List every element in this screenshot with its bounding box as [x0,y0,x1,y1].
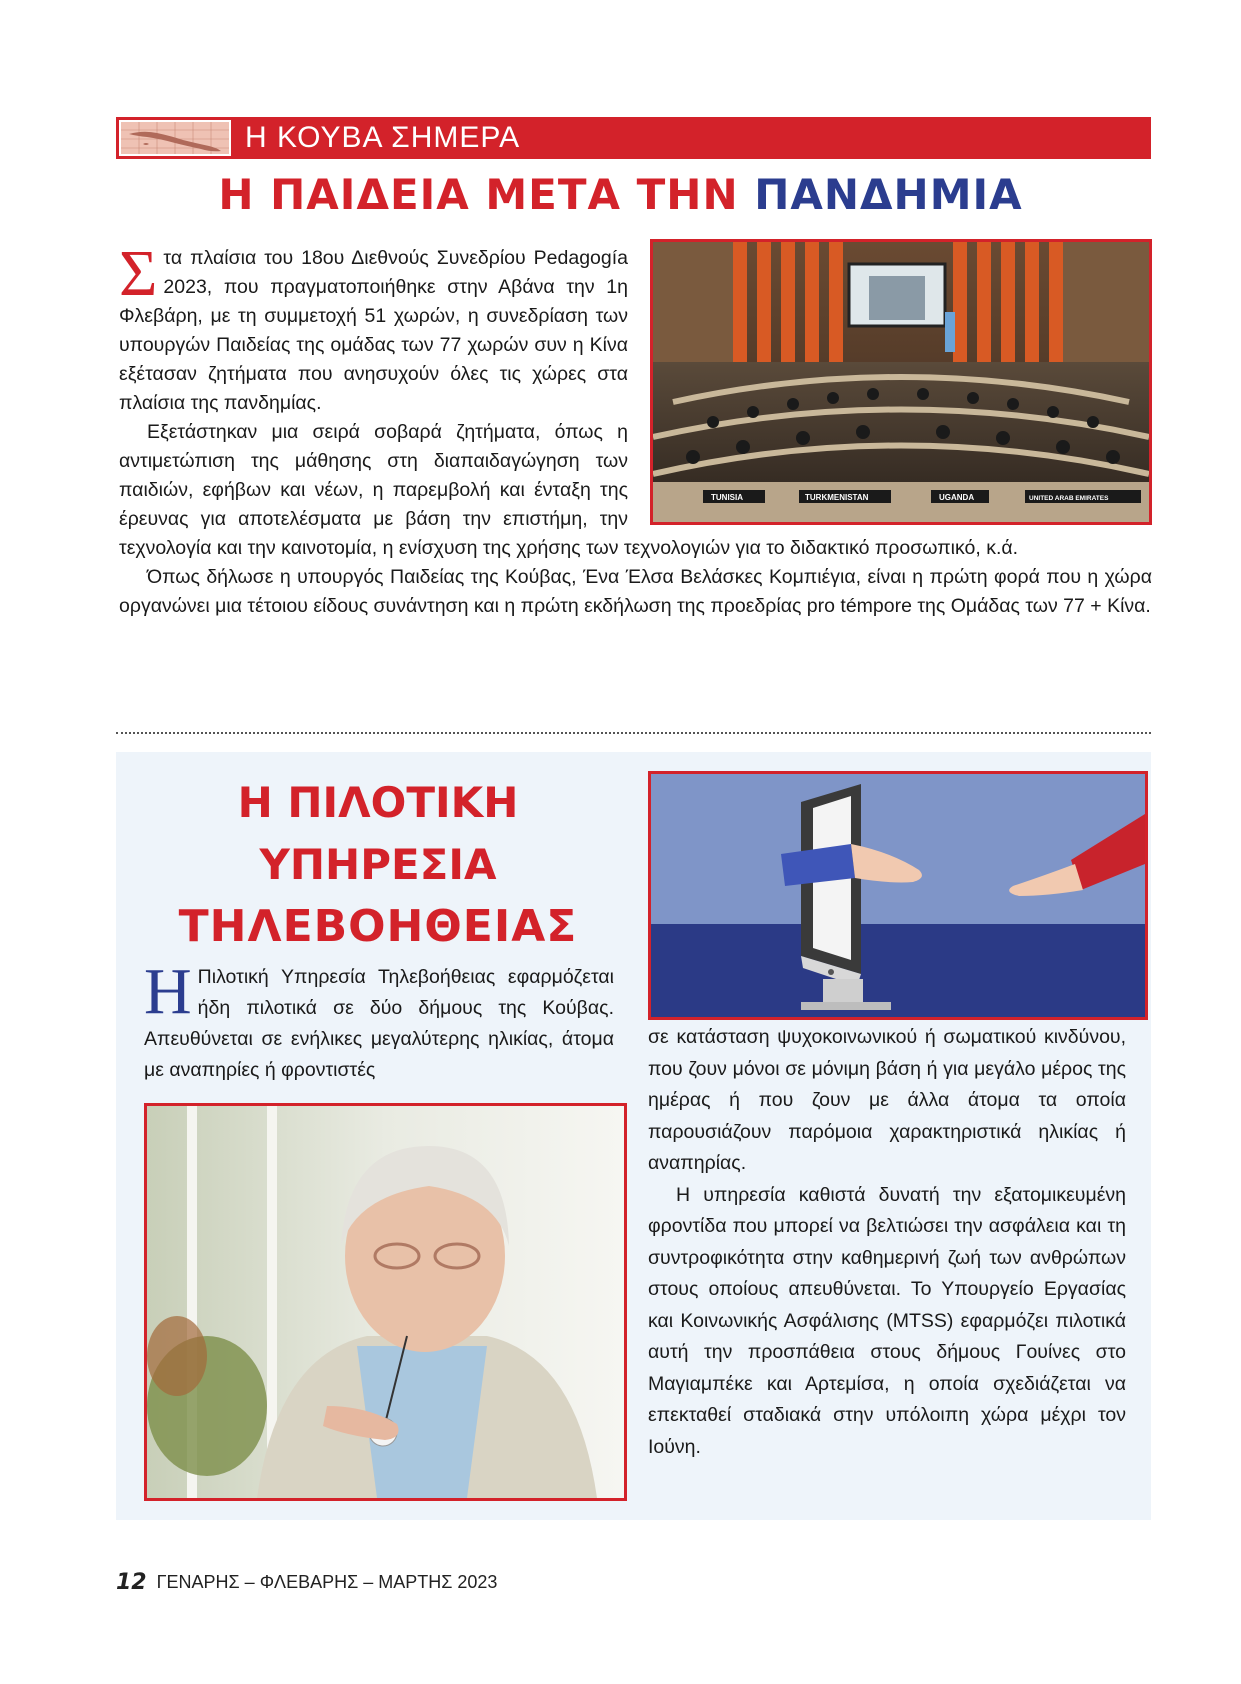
article2-para2: Η υπηρεσία καθιστά δυνατή την εξατομικευμένη φροντίδα που μπορεί να βελτιώσει την ασφάλεια και τη συντροφικότητα στην καθημερινή ζωή των ανθρώπων στους οποίους απευθύνεται. Το Υπουργείο Εργασίας και Κοινωνικής Ασφάλισης (MTSS) εφαρμόζει πιλοτικά αυτή την προσπάθεια στους δήμους Γουίνες στο Μαγιαμπέκε και Αρτεμίσα, η οποία σχεδιάζεται να επεκταθεί σταδιακά στην υπόλοιπη χώρα μέχρι τον Ιούνη. [648,1183,1126,1458]
article1-body [119,237,1152,621]
headline-line3: ΤΗΛΕΒΟΗΘΕΙΑΣ [178,901,578,952]
article1-headline [0,170,1241,219]
article2-right-column [648,1022,1126,1463]
article2-para1-left: Πιλοτική Υπηρεσία Τηλεβοήθειας εφαρμόζεται ήδη πιλοτικά σε δύο δήμους της Κούβας. Απευθύνεται σε ενήλικες μεγαλύτερης ηλικίας, άτομα με αναπηρίες ή φροντιστές [144,966,614,1081]
section-banner [116,117,1151,159]
section-title: Η ΚΟΥΒΑ ΣΗΜΕΡΑ [245,121,521,154]
headline-part4: ΠΑΝΔΗΜΙΑ [754,170,1023,219]
article1-para1: Στα πλαίσια του 18ου Διεθνούς Συνεδρίου Pedagogía 2023, που πραγματοποιήθηκε στην Αβάνα την 1η Φλεβάρη, με τη συμμετοχή 51 χωρών, η συνεδρίαση των υπουργών Παιδείας της ομάδας των 77 χωρών συν η Κίνα εξέτασαν ζητήματα που ανησυχούν όλες τις χώρες στα πλαίσια της πανδημίας. [119,237,628,414]
headline-line2: ΥΠΗΡΕΣΙΑ [259,840,497,889]
article2-para1-right: σε κατάσταση ψυχοκοινωνικού ή σωματικού κινδύνου, που ζουν μόνοι σε μόνιμη βάση ή για μεγάλο μέρος της ημέρας ή που ζουν με άλλα άτομα τα οποία παρουσιάζουν παρόμοια χαρακτηριστικά ηλικίας ή αναπηρίας. [648,1026,1126,1174]
placard-uganda: UGANDA [939,493,975,502]
article1-para2: Εξετάστηκαν μια σειρά σοβαρά ζητήματα, όπως η αντιμετώπιση της μάθησης στη διαπαιδαγώγηση των παιδιών, εφήβων και νέων, η παρεμβολή και ένταξη της έρευνας για αποτελέσματα με βάση την επιστήμη, την τεχνολογία και την καινοτομία, η ενίσχυση της χρήσης των τεχνολογιών για το διδακτικό προσωπικό, κ.ά. [119,421,1019,559]
page-number: 12 [116,1569,147,1595]
headline-part1: Η [218,170,255,219]
headline-part3: ΜΕΤΑ ΤΗΝ [485,170,739,219]
article1-dropcap: Σ [119,237,158,310]
telehelp-illustration [648,771,1148,1020]
article2-dropcap: Η [144,955,192,1028]
headline-line1: Η ΠΙΛΟΤΙΚΗ [237,778,519,827]
article1-para3: Όπως δήλωσε η υπουργός Παιδείας της Κούβας, Ένα Έλσα Βελάσκες Κομπιέγια, είναι η πρώτη φορά που η χώρα οργανώνει μια τέτοιου είδους συνάντηση και η πρώτη εκδήλωση της προεδρίας pro témpore της Ομάδας των 77 + Κίνα. [119,566,1152,617]
article2-left-column [144,955,614,1086]
cuba-map-icon [119,120,231,156]
placard-turkmenistan: TURKMENISTAN [805,493,869,502]
placard-uae: UNITED ARAB EMIRATES [1029,495,1109,502]
dotted-divider [116,732,1151,734]
placard-tunisia: TUNISIA [711,493,743,502]
headline-part2: ΠΑΙΔΕΙΑ [270,170,470,219]
conference-hall-photo [650,239,1152,525]
page-footer [116,1568,497,1596]
issue-date: ΓΕΝΑΡΗΣ – ΦΛΕΒΑΡΗΣ – ΜΑΡΤΗΣ 2023 [156,1571,498,1592]
elderly-woman-photo [144,1103,627,1501]
article2-headline [128,772,628,958]
